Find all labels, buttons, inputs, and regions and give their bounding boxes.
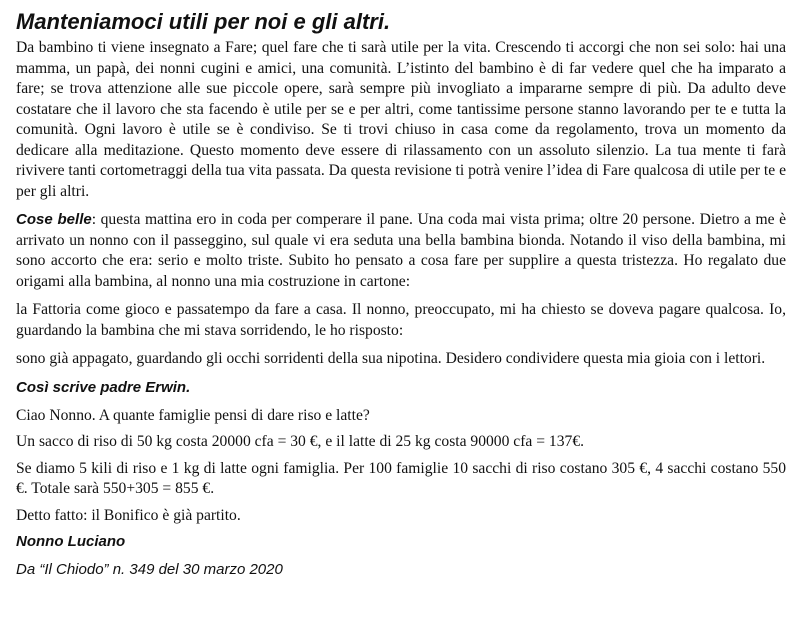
article xyxy=(16,8,786,580)
cose-belle-paragraph xyxy=(16,210,786,292)
erwin-line: Detto fatto: il Bonifico è già partito. xyxy=(16,506,241,524)
appagato-paragraph: sono già appagato, guardando gli occhi sorridenti della sua nipotina. Desidero condividere questa mia gioia con i lettori. xyxy=(16,350,766,367)
cose-belle-label: Cose belle xyxy=(16,211,92,228)
erwin-line: Ciao Nonno. A quante famiglie pensi di dare riso e latte? xyxy=(16,406,370,424)
source-citation: Da “Il Chiodo” n. 349 del 30 marzo 2020 xyxy=(16,561,283,578)
erwin-heading: Così scrive padre Erwin. xyxy=(16,378,191,396)
article-title: Manteniamoci utili per noi e gli altri. xyxy=(16,9,391,34)
intro-paragraph: Da bambino ti viene insegnato a Fare; quel fare che ti sarà utile per la vita. Crescendo ti accorgi che non sei solo: hai una mamma, un papà, dei nonni cugini e amici, una comunità. L’istinto del bambino è di far vedere quel che ha imparato a fare; se trova attenzione alle sue piccole opere, sarà sempre più invogliato a impararne sempre di più. Da adulto deve costatare che il lavoro che sta facendo è utile per se e per altri, come tantissime persone stanno lavorando per te e tutta la comunità. Ogni lavoro è utile se è condiviso. Se ti trovi chiuso in casa come da regolamento, trova un momento da dedicare alla meditazione. Questo momento deve essere di rilassamento con un assoluto silenzio. La tua mente ti farà rivivere tanti cortometraggi della tua vita passata. Da questa revisione ti potrà venire l’idea di Fare qualcosa di utile per te e per gli altri. xyxy=(16,39,786,200)
erwin-line: Un sacco di riso di 50 kg costa 20000 cfa = 30 €, e il latte di 25 kg costa 90000 cfa = 137€. xyxy=(16,433,585,450)
erwin-line: Se diamo 5 kili di riso e 1 kg di latte ogni famiglia. Per 100 famiglie 10 sacchi di riso costano 305 €, 4 sacchi costano 550 €. Totale sarà 550+305 = 855 €. xyxy=(16,459,786,497)
cose-belle-text: : questa mattina ero in coda per comperare il pane. Una coda mai vista prima; oltre 20 persone. Dietro a me è arrivato un nonno con il passeggino, sul quale vi era seduta una bella bambina bionda. Notando il viso della bambina, mi sono accorto che era: serio e molto triste. Subito ho pensato a cosa fare per supplire a questa tristezza. Ho regalato due origami alla bambina, al nonno una mia costruzione in cartone: xyxy=(16,211,786,290)
signature: Nonno Luciano xyxy=(16,533,126,550)
fattoria-paragraph: la Fattoria come gioco e passatempo da fare a casa. Il nonno, preoccupato, mi ha chiesto se doveva pagare qualcosa. Io, guardando la bambina che mi stava sorridendo, le ho risposto: xyxy=(16,301,786,339)
